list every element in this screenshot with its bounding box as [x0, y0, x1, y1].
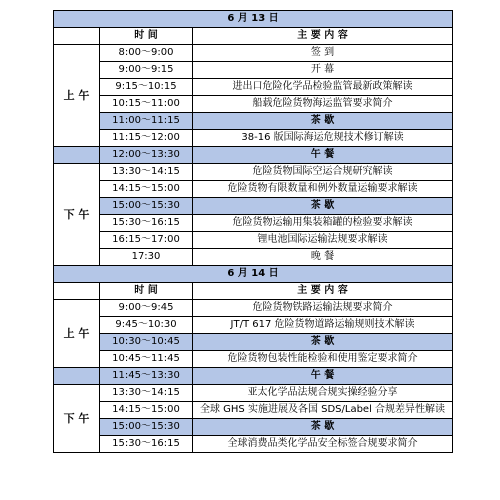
- time-cell: 11:45～13:30: [100, 368, 193, 385]
- day-header-row: [54, 266, 453, 283]
- time-cell: 10:30～10:45: [100, 334, 193, 351]
- schedule-row: [54, 215, 453, 232]
- schedule-row: [54, 317, 453, 334]
- schedule-row: [54, 96, 453, 113]
- time-cell: 15:00～15:30: [100, 198, 193, 215]
- content-header: 主 要 内 容: [193, 28, 453, 45]
- time-cell: 16:15～17:00: [100, 232, 193, 249]
- time-cell: 11:00～11:15: [100, 113, 193, 130]
- content-cell: JT/T 617 危险货物道路运输规则技术解读: [193, 317, 453, 334]
- segment-label: 下 午: [54, 164, 100, 266]
- time-cell: 13:30～14:15: [100, 385, 193, 402]
- content-cell: 38-16 版国际海运危规技术修订解读: [193, 130, 453, 147]
- schedule-row: [54, 436, 453, 453]
- time-cell: 8:00～9:00: [100, 45, 193, 62]
- time-header: 时 间: [100, 28, 193, 45]
- schedule-row: [54, 402, 453, 419]
- content-cell: 全球 GHS 实施进展及各国 SDS/Label 合规差异性解读: [193, 402, 453, 419]
- schedule-row: [54, 232, 453, 249]
- schedule-row: [54, 351, 453, 368]
- schedule-row: [54, 368, 453, 385]
- schedule-row: [54, 198, 453, 215]
- content-header: 主 要 内 容: [193, 283, 453, 300]
- segment-label: [54, 368, 100, 385]
- time-cell: 12:00～13:30: [100, 147, 193, 164]
- schedule-row: [54, 300, 453, 317]
- content-cell: 开 幕: [193, 62, 453, 79]
- content-cell: 危险货物国际空运合规研究解读: [193, 164, 453, 181]
- column-header-row: [54, 283, 453, 300]
- segment-header: [54, 28, 100, 45]
- content-cell: 进出口危险化学品检验监管最新政策解读: [193, 79, 453, 96]
- time-cell: 9:00～9:15: [100, 62, 193, 79]
- time-cell: 13:30～14:15: [100, 164, 193, 181]
- content-cell: 危险货物有限数量和例外数量运输要求解读: [193, 181, 453, 198]
- time-cell: 15:30～16:15: [100, 436, 193, 453]
- schedule-row: [54, 130, 453, 147]
- time-header: 时 间: [100, 283, 193, 300]
- schedule-row: [54, 334, 453, 351]
- schedule-row: [54, 385, 453, 402]
- time-cell: 9:45～10:30: [100, 317, 193, 334]
- content-cell: 午 餐: [193, 368, 453, 385]
- segment-label: 上 午: [54, 45, 100, 147]
- segment-header: [54, 283, 100, 300]
- content-cell: 锂电池国际运输法规要求解读: [193, 232, 453, 249]
- time-cell: 14:15～15:00: [100, 402, 193, 419]
- time-cell: 9:15～10:15: [100, 79, 193, 96]
- content-cell: 危险货物铁路运输法规要求简介: [193, 300, 453, 317]
- time-cell: 10:45～11:45: [100, 351, 193, 368]
- schedule-row: [54, 181, 453, 198]
- content-cell: 亚太化学品法规合规实操经验分享: [193, 385, 453, 402]
- content-cell: 船载危险货物海运监管要求简介: [193, 96, 453, 113]
- time-cell: 11:15～12:00: [100, 130, 193, 147]
- schedule-row: [54, 113, 453, 130]
- segment-label: [54, 147, 100, 164]
- schedule-row: [54, 164, 453, 181]
- content-cell: 午 餐: [193, 147, 453, 164]
- time-cell: 17:30: [100, 249, 193, 266]
- content-cell: 签 到: [193, 45, 453, 62]
- content-cell: 全球消费品类化学品安全标签合规要求简介: [193, 436, 453, 453]
- time-cell: 15:00～15:30: [100, 419, 193, 436]
- schedule-row: [54, 62, 453, 79]
- content-cell: 危险货物包装性能检验和使用鉴定要求简介: [193, 351, 453, 368]
- content-cell: 茶 歇: [193, 198, 453, 215]
- segment-label: 下 午: [54, 385, 100, 453]
- schedule-row: [54, 79, 453, 96]
- time-cell: 9:00～9:45: [100, 300, 193, 317]
- day-header-row: [54, 11, 453, 28]
- schedule-row: [54, 45, 453, 62]
- content-cell: 茶 歇: [193, 334, 453, 351]
- schedule-row: [54, 147, 453, 164]
- time-cell: 10:15～11:00: [100, 96, 193, 113]
- day-date: 6 月 13 日: [54, 11, 453, 28]
- segment-label: 上 午: [54, 300, 100, 368]
- time-cell: 15:30～16:15: [100, 215, 193, 232]
- content-cell: 晚 餐: [193, 249, 453, 266]
- content-cell: 茶 歇: [193, 113, 453, 130]
- content-cell: 危险货物运输用集装箱罐的检验要求解读: [193, 215, 453, 232]
- content-cell: 茶 歇: [193, 419, 453, 436]
- schedule-row: [54, 419, 453, 436]
- time-cell: 14:15～15:00: [100, 181, 193, 198]
- schedule-row: [54, 249, 453, 266]
- schedule-table: [53, 10, 453, 453]
- column-header-row: [54, 28, 453, 45]
- day-date: 6 月 14 日: [54, 266, 453, 283]
